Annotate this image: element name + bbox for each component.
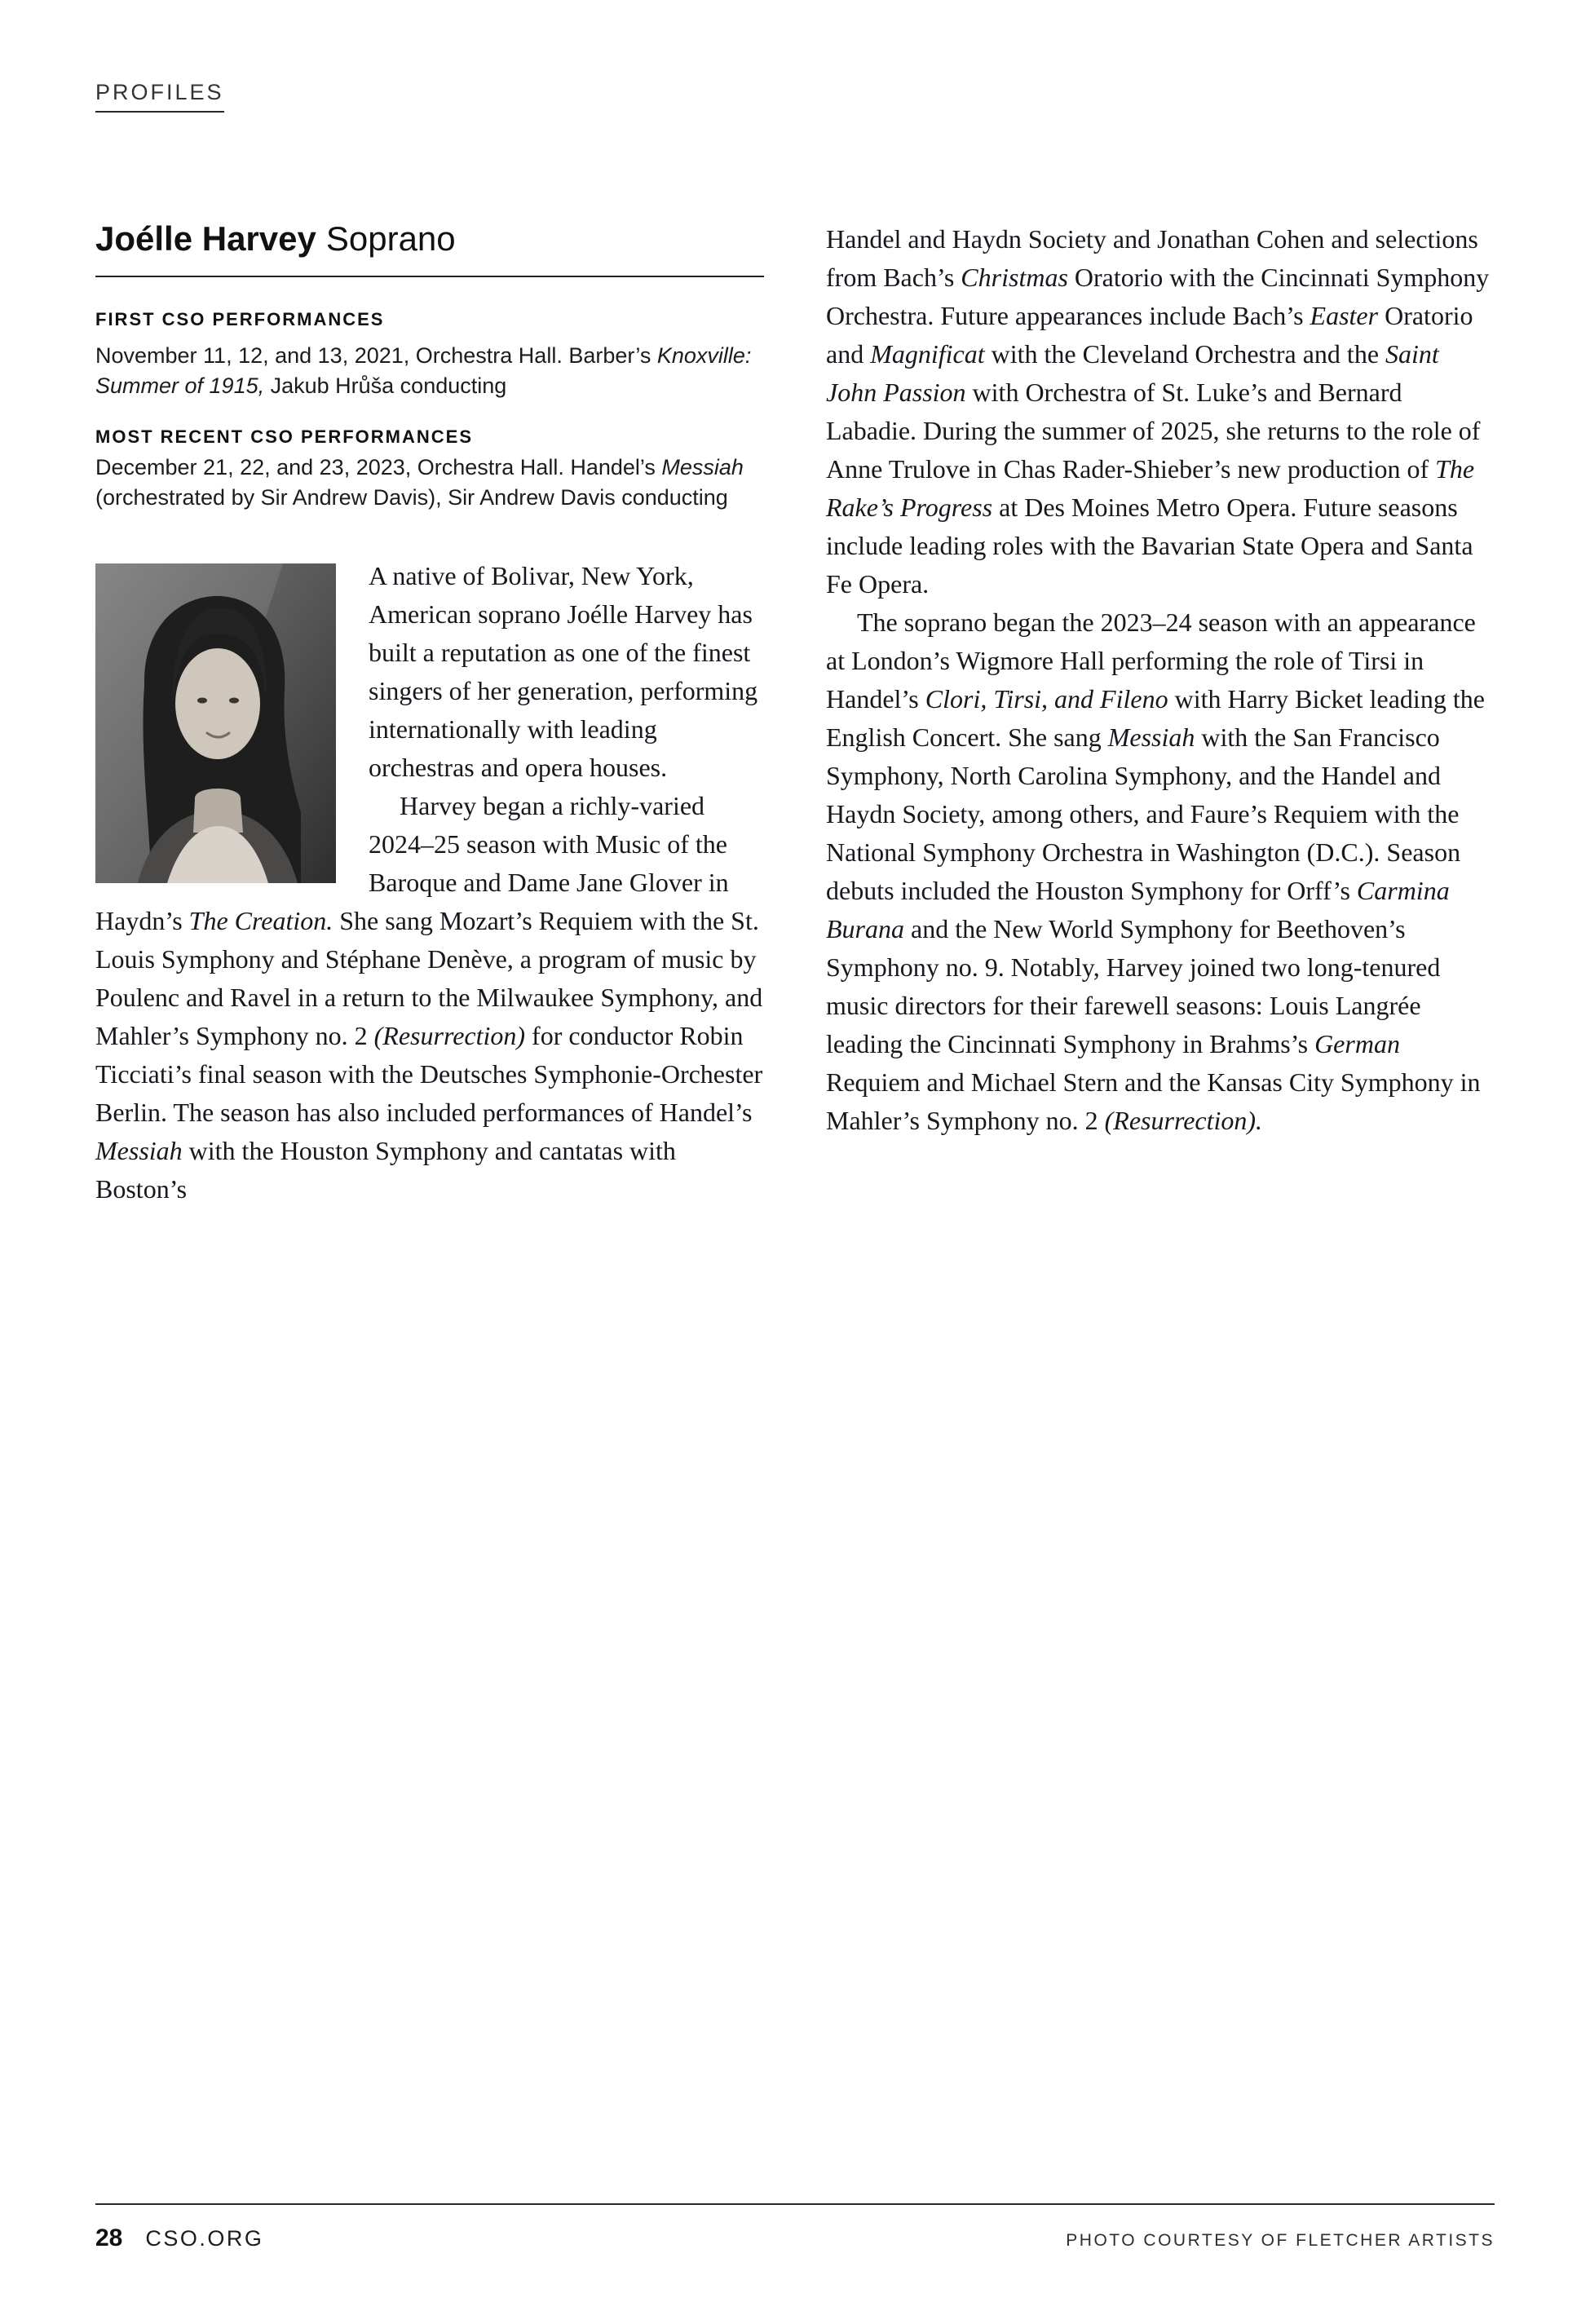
- first-performances-text: November 11, 12, and 13, 2021, Orchestra Hall. Barber’s Knoxville: Summer of 1915, Jakub Hrůša conducting: [95, 342, 752, 398]
- bio-paragraph: A native of Bolivar, New York, American soprano Joélle Harvey has built a reputation as one of the finest singers of her generation, performing internationally with leading orchestras and opera houses.: [369, 561, 758, 783]
- right-column: [826, 220, 1495, 1208]
- section-kicker: PROFILES: [95, 82, 224, 113]
- recent-performances-label: MOST RECENT CSO PERFORMANCES: [95, 426, 474, 447]
- first-performances-label: FIRST CSO PERFORMANCES: [95, 309, 385, 330]
- recent-performances-text: December 21, 22, and 23, 2023, Orchestra Hall. Handel’s Messiah (orchestrated by Sir Andrew Davis), Sir Andrew Davis conducting: [95, 455, 744, 510]
- bio-left: [95, 557, 764, 1208]
- footer-left: [95, 2226, 263, 2251]
- photo-credit: PHOTO COURTESY OF FLETCHER ARTISTS: [1066, 2231, 1495, 2250]
- portrait-photo: [95, 563, 336, 883]
- bio-right: [826, 220, 1495, 1140]
- bio-paragraph: The soprano began the 2023–24 season with an appearance at London’s Wigmore Hall performing the role of Tirsi in Handel’s Clori, Tirsi, and Fileno with Harry Bicket leading the English Concert. She sang Messiah with the San Francisco Symphony, North Carolina Symphony, and the Handel and Haydn Society, among others, and Faure’s Requiem with the National Symphony Orchestra in Washington (D.C.). Season debuts included the Houston Symphony for Orff’s Carmina Burana and the New World Symphony for Beethoven’s Symphony no. 9. Notably, Harvey joined two long-tenured music directors for their farewell seasons: Louis Langrée leading the Cincinnati Symphony in Brahms’s German Requiem and Michael Stern and the Kansas City Symphony in Mahler’s Symphony no. 2 (Resurrection).: [826, 608, 1485, 1135]
- profile-name: Joélle Harvey: [95, 219, 316, 258]
- site-url: CSO.ORG: [145, 2226, 264, 2251]
- two-column-layout: [95, 220, 1495, 1208]
- profile-heading: [95, 220, 764, 277]
- page-footer: [95, 2203, 1495, 2251]
- bio-paragraph: Handel and Haydn Society and Jonathan Cohen and selections from Bach’s Christmas Oratorio with the Cincinnati Symphony Orchestra. Future appearances include Bach’s Easter Oratorio and Magnificat with the Cleveland Orchestra and the Saint John Passion with Orchestra of St. Luke’s and Bernard Labadie. During the summer of 2025, she returns to the role of Anne Trulove in Chas Rader-Shieber’s new production of The Rake’s Progress at Des Moines Metro Opera. Future seasons include leading roles with the Bavarian State Opera and Santa Fe Opera.: [826, 224, 1490, 599]
- page-number: 28: [95, 2225, 123, 2251]
- bio-paragraph: Harvey began a richly-varied 2024–25 season with Music of the Baroque and Dame Jane Glover in Haydn’s The Creation. She sang Mozart’s Requiem with the St. Louis Symphony and Stéphane Denève, a program of music by Poulenc and Ravel in a return to the Milwaukee Symphony, and Mahler’s Symphony no. 2 (Resurrection) for conductor Robin Ticciati’s final season with the Deutsches Symphonie-Orchester Berlin. The season has also included performances of Handel’s Messiah with the Houston Symphony and cantatas with Boston’s: [95, 791, 763, 1204]
- profile-role: Soprano: [325, 219, 456, 258]
- left-column: [95, 220, 764, 1208]
